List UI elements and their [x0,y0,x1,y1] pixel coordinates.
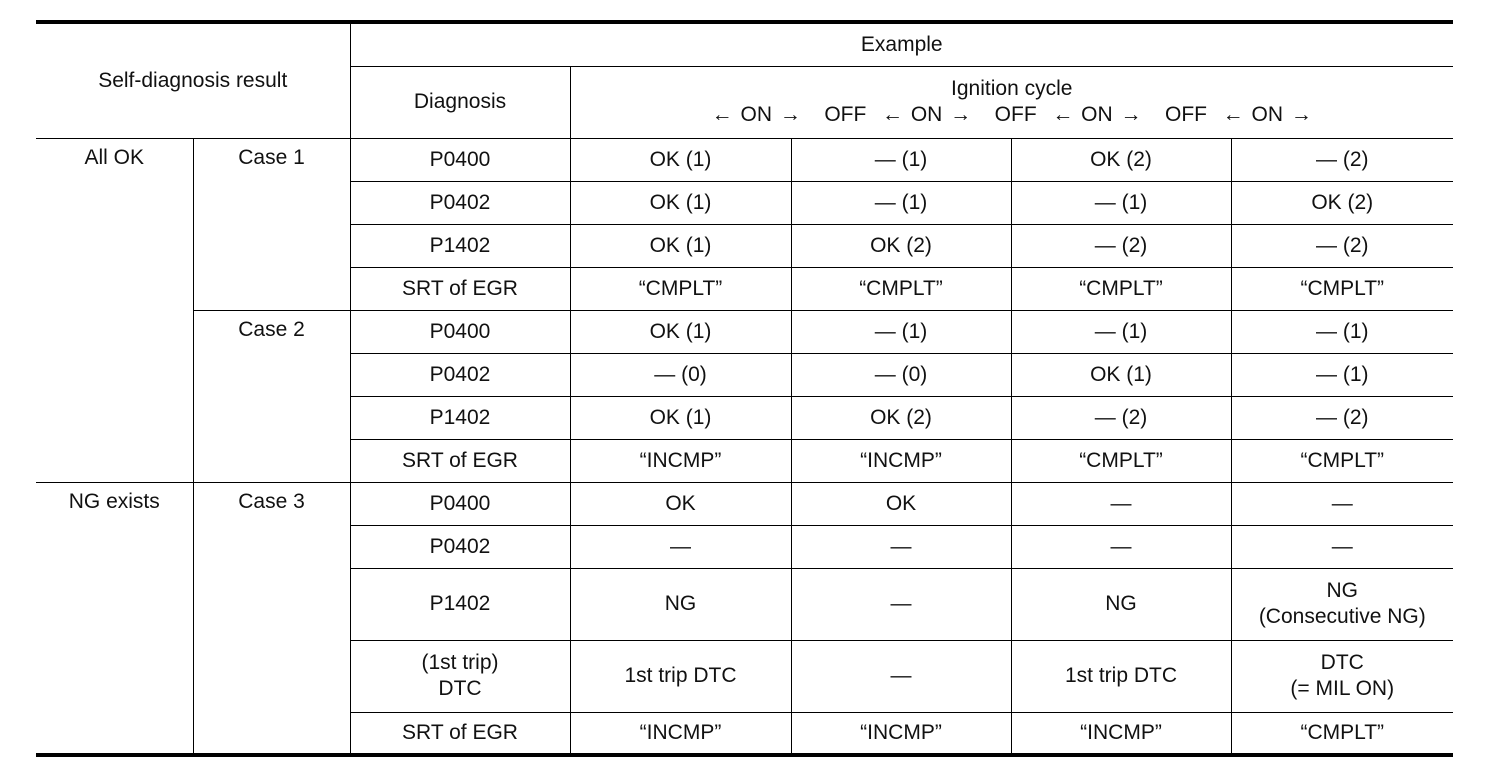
ignition-result-cell [1231,525,1453,568]
ignition-result-cell [791,224,1011,267]
ignition-cycle-sequence: ← ON → OFF ← ON → OFF ← ON → OFF ← ON → [711,103,1312,126]
cell-text-line: “CMPLT” [638,276,723,300]
cell-text-line: NG [1105,592,1137,615]
ignition-result-cell [1231,712,1453,755]
ignition-result-cell [791,396,1011,439]
cell-text-line: — [1331,534,1353,558]
cell-text-line: — [1110,534,1132,558]
ignition-result-cell [1011,568,1231,640]
ignition-result-cell [570,712,791,755]
ignition-result-cell [1231,439,1453,482]
ignition-result-cell [570,138,791,181]
table-row [36,138,1453,181]
cell-text-line: — (1) [1316,319,1369,343]
ignition-result-cell [1011,396,1231,439]
cell-text-line: DTC [1320,651,1364,674]
diagnosis-item-cell [350,181,570,224]
ignition-result-cell [1231,353,1453,396]
cell-text-line: (= MIL ON) [1290,677,1395,700]
cell-text-line: P0400 [429,147,491,171]
diagnosis-item-cell [350,310,570,353]
ignition-result-cell [791,181,1011,224]
cell-text-line: — (2) [1316,405,1369,429]
diagnosis-item-cell [350,138,570,181]
cell-text-line: OK [885,491,917,515]
cell-text-line: — (2) [1316,233,1369,257]
cell-text-line: P0400 [429,491,491,515]
ignition-result-cell [1011,310,1231,353]
cell-text-line: OK (2) [870,405,932,429]
cell-text-line: OK (2) [870,233,932,257]
ignition-result-cell [1011,267,1231,310]
ignition-result-cell [1011,353,1231,396]
case-label-cell: Case 1 [193,138,350,310]
cell-text-line: SRT of EGR [402,720,518,744]
diagnosis-item-cell [350,640,570,712]
cell-text-line: SRT of EGR [402,276,518,300]
ignition-result-cell [1231,181,1453,224]
diagnosis-item-cell [350,396,570,439]
ignition-cycle-title: Ignition cycle [951,77,1073,100]
diagnosis-item-cell [350,525,570,568]
cell-text-line: — (1) [1316,362,1369,386]
ignition-result-cell [570,353,791,396]
ignition-result-cell [570,267,791,310]
cell-text-line: P0402 [429,190,491,214]
cell-text-line: P1402 [429,592,491,615]
cell-text-line: P1402 [429,405,491,429]
cell-text-line: NG [1326,579,1358,602]
ignition-result-cell [1011,181,1231,224]
cell-text-line: OK (2) [1090,147,1152,171]
cell-text-line: “INCMP” [639,720,722,744]
cell-text-line: OK (1) [649,147,712,171]
cell-text-line: “CMPLT” [1079,448,1163,472]
cell-text-line: “INCMP” [639,448,722,472]
cell-text-line: P0402 [429,362,491,386]
ignition-result-cell [791,482,1011,525]
ignition-result-cell [570,396,791,439]
ignition-result-cell [791,310,1011,353]
cell-text-line: (Consecutive NG) [1258,605,1426,628]
ignition-result-cell [1231,138,1453,181]
cell-text-line: — (1) [874,190,928,214]
self-diagnosis-result-cell: NG exists [36,482,193,755]
ignition-result-cell [791,267,1011,310]
cell-text-line: — [1110,491,1132,515]
cell-text-line: (1st trip) [421,651,499,674]
ignition-result-cell [1011,525,1231,568]
cell-text-line: 1st trip DTC [624,664,737,687]
cell-text-line: “CMPLT” [1300,720,1385,744]
diagnosis-item-cell [350,712,570,755]
cell-text-line: “INCMP” [1080,720,1162,744]
cell-text-line: P1402 [429,233,491,257]
cell-text-line: P0402 [429,534,491,558]
cell-text-line: — [890,592,912,615]
cell-text-line: “CMPLT” [1300,448,1385,472]
ignition-result-cell [570,482,791,525]
ignition-result-cell [1231,640,1453,712]
cell-text-line: OK (1) [649,190,712,214]
diagnosis-item-cell [350,482,570,525]
cell-text-line: 1st trip DTC [1064,664,1177,687]
diagnosis-item-cell [350,568,570,640]
ignition-result-cell [1011,138,1231,181]
cell-text-line: OK (1) [649,405,712,429]
cell-text-line: “CMPLT” [1300,276,1385,300]
ignition-result-cell [1011,640,1231,712]
ignition-result-cell [791,640,1011,712]
cell-text-line: — (0) [874,362,928,386]
ignition-result-cell [570,310,791,353]
ignition-result-cell [791,138,1011,181]
cell-text-line: “INCMP” [860,720,942,744]
example-header: Example [350,22,1453,66]
cell-text-line: — [890,664,912,687]
self-diagnosis-result-cell: All OK [36,138,193,482]
cell-text-line: NG [664,592,697,615]
ignition-result-cell [1011,439,1231,482]
cell-text-line: OK (1) [649,319,712,343]
ignition-result-cell [791,712,1011,755]
cell-text-line: OK (1) [1090,362,1152,386]
ignition-result-cell [1011,712,1231,755]
ignition-result-cell [1231,224,1453,267]
cell-text-line: DTC [438,677,482,700]
ignition-result-cell [570,439,791,482]
table-row [36,482,1453,525]
table-row [36,310,1453,353]
cell-text-line: “CMPLT” [859,276,943,300]
cell-text-line: OK [665,491,696,515]
self-diagnosis-result-header: Self-diagnosis result [36,22,350,138]
ignition-result-cell [791,568,1011,640]
table-body [36,22,1453,755]
egr-srt-diagnosis-table [36,20,1453,757]
cell-text-line: SRT of EGR [402,448,518,472]
case-label-cell: Case 2 [193,310,350,482]
ignition-cycle-header [570,66,1453,138]
cell-text-line: OK (2) [1311,190,1374,214]
diagnosis-item-cell [350,353,570,396]
diagnosis-item-cell [350,224,570,267]
ignition-result-cell [1011,482,1231,525]
cell-text-line: — (2) [1094,405,1148,429]
ignition-result-cell [1231,396,1453,439]
diagnosis-item-cell [350,267,570,310]
cell-text-line: — (1) [874,319,928,343]
diagnosis-item-cell [350,439,570,482]
ignition-result-cell [570,181,791,224]
header-row-1 [36,22,1453,66]
cell-text-line: — (1) [1094,319,1148,343]
cell-text-line: — [1331,491,1353,515]
cell-text-line: P0400 [429,319,491,343]
ignition-result-cell [791,353,1011,396]
cell-text-line: — [670,534,691,558]
cell-text-line: — [890,534,912,558]
ignition-result-cell [791,525,1011,568]
cell-text-line: — (1) [1094,190,1148,214]
ignition-result-cell [1231,310,1453,353]
ignition-result-cell [1011,224,1231,267]
cell-text-line: “INCMP” [860,448,942,472]
cell-text-line: — (0) [654,362,707,386]
ignition-result-cell [570,525,791,568]
ignition-result-cell [791,439,1011,482]
ignition-result-cell [570,224,791,267]
cell-text-line: — (2) [1316,147,1369,171]
ignition-result-cell [1231,568,1453,640]
ignition-result-cell [570,568,791,640]
ignition-result-cell [570,640,791,712]
ignition-result-cell [1231,482,1453,525]
case-label-cell: Case 3 [193,482,350,755]
cell-text-line: — (2) [1094,233,1148,257]
diagnosis-header: Diagnosis [350,66,570,138]
cell-text-line: OK (1) [649,233,712,257]
ignition-result-cell [1231,267,1453,310]
cell-text-line: “CMPLT” [1079,276,1163,300]
cell-text-line: — (1) [874,147,928,171]
